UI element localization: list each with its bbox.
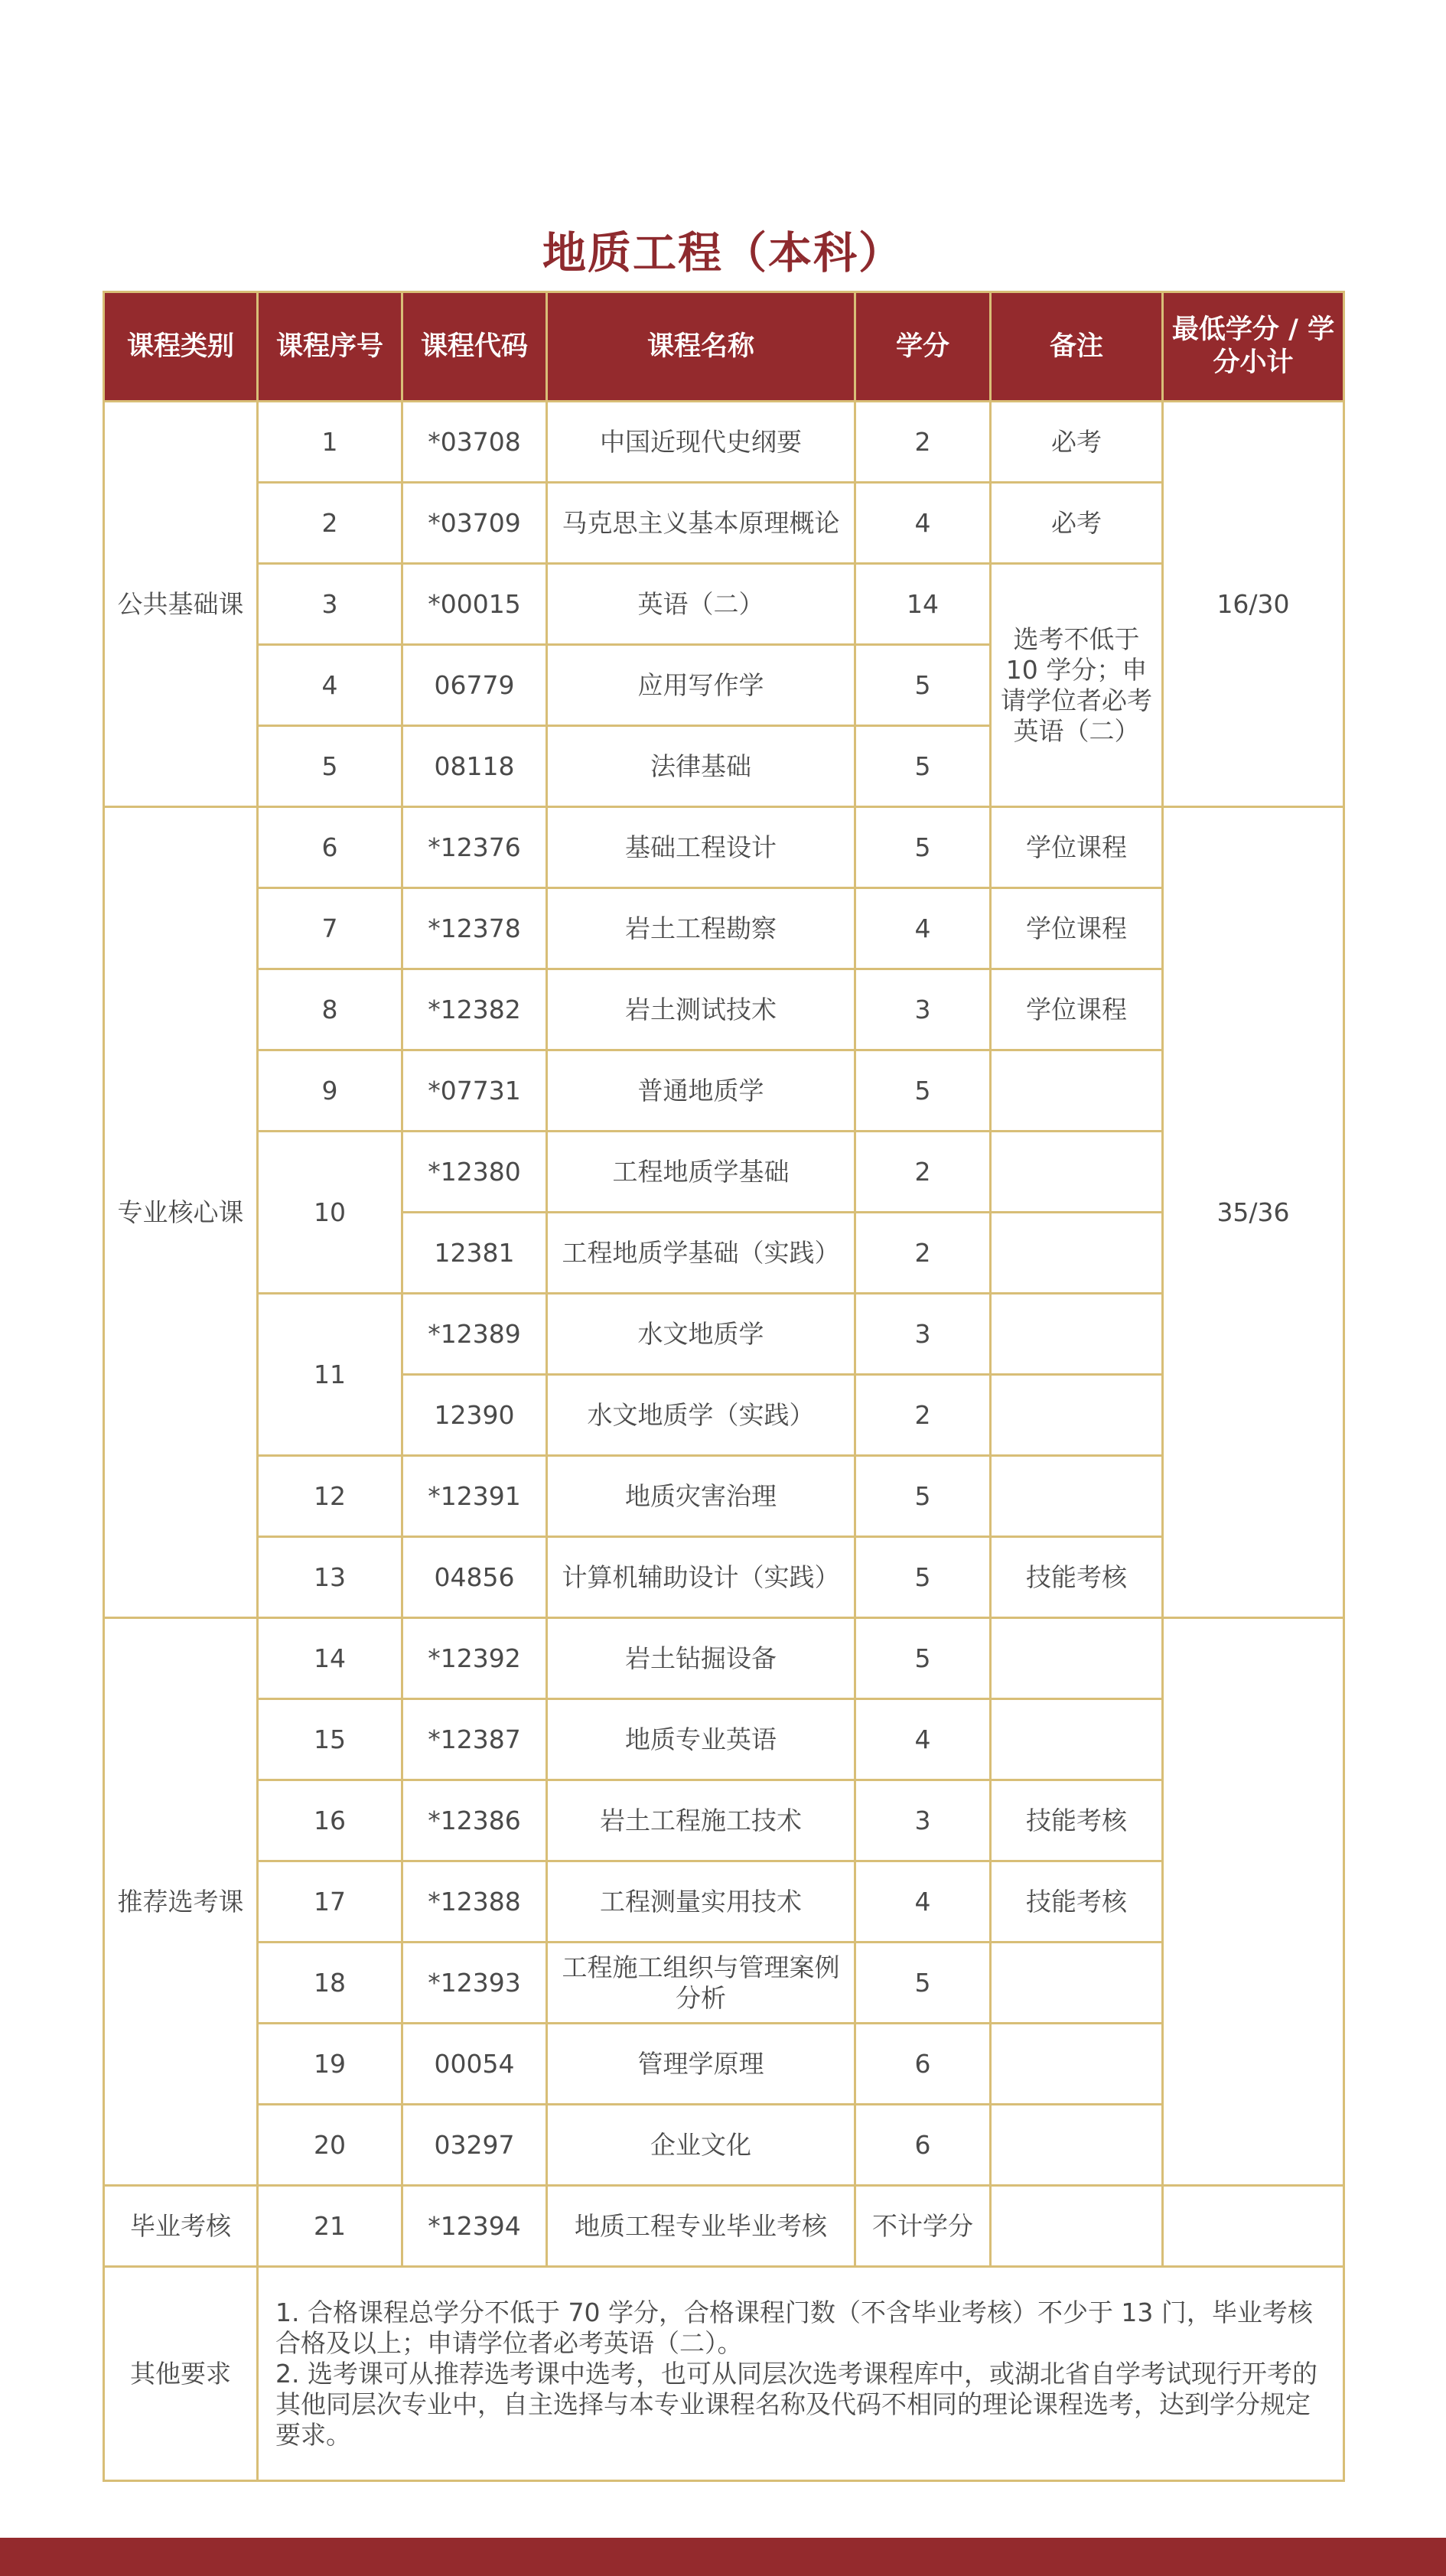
table-row xyxy=(104,564,1344,645)
cell-note xyxy=(991,1375,1163,1456)
table-row xyxy=(104,1537,1344,1618)
table-row xyxy=(104,2105,1344,2186)
cell-name: 企业文化 xyxy=(547,2105,855,2186)
cell-name: 工程地质学基础 xyxy=(547,1132,855,1213)
table-row xyxy=(104,1618,1344,1699)
cell-name: 岩土工程施工技术 xyxy=(547,1780,855,1861)
cell-seq: 14 xyxy=(258,1618,402,1699)
cell-code: *12388 xyxy=(402,1861,547,1943)
header-seq: 课程序号 xyxy=(258,292,402,402)
cell-code: *12376 xyxy=(402,807,547,888)
cell-seq: 11 xyxy=(258,1294,402,1456)
cell-note xyxy=(991,2024,1163,2105)
cell-credit: 5 xyxy=(855,1456,991,1537)
cell-name: 法律基础 xyxy=(547,726,855,807)
header-category: 课程类别 xyxy=(104,292,258,402)
category-elective: 推荐选考课 xyxy=(104,1618,258,2186)
cell-credit: 2 xyxy=(855,402,991,483)
cell-name: 普通地质学 xyxy=(547,1050,855,1132)
cell-note xyxy=(991,1050,1163,1132)
cell-code: *12380 xyxy=(402,1132,547,1213)
cell-code: 06779 xyxy=(402,645,547,726)
table-row xyxy=(104,2024,1344,2105)
cell-note xyxy=(991,1132,1163,1213)
table-row xyxy=(104,1699,1344,1780)
cell-seq: 6 xyxy=(258,807,402,888)
table-row xyxy=(104,1294,1344,1375)
category-graduation: 毕业考核 xyxy=(104,2186,258,2267)
table-row xyxy=(104,888,1344,969)
header-credit: 学分 xyxy=(855,292,991,402)
cell-note: 技能考核 xyxy=(991,1780,1163,1861)
cell-code: *12382 xyxy=(402,969,547,1050)
cell-code: *00015 xyxy=(402,564,547,645)
cell-credit: 2 xyxy=(855,1213,991,1294)
table-row xyxy=(104,1132,1344,1213)
cell-credit: 不计学分 xyxy=(855,2186,991,2267)
header-code: 课程代码 xyxy=(402,292,547,402)
cell-note xyxy=(991,2186,1163,2267)
cell-code: *12391 xyxy=(402,1456,547,1537)
cell-seq: 20 xyxy=(258,2105,402,2186)
cell-credit: 3 xyxy=(855,969,991,1050)
cell-credit: 4 xyxy=(855,1861,991,1943)
cell-credit: 5 xyxy=(855,1050,991,1132)
cell-name: 计算机辅助设计（实践） xyxy=(547,1537,855,1618)
table-row xyxy=(104,483,1344,564)
cell-code: *12387 xyxy=(402,1699,547,1780)
cell-name: 基础工程设计 xyxy=(547,807,855,888)
page-title: 地质工程（本科） xyxy=(542,228,904,278)
cell-name: 岩土测试技术 xyxy=(547,969,855,1050)
cell-code: 00054 xyxy=(402,2024,547,2105)
table-row xyxy=(104,402,1344,483)
cell-name: 工程测量实用技术 xyxy=(547,1861,855,1943)
cell-note xyxy=(991,1618,1163,1699)
cell-note: 技能考核 xyxy=(991,1861,1163,1943)
cell-name: 工程施工组织与管理案例分析 xyxy=(547,1943,855,2024)
cell-seq: 5 xyxy=(258,726,402,807)
cell-credit: 5 xyxy=(855,1537,991,1618)
cell-name: 地质灾害治理 xyxy=(547,1456,855,1537)
subtotal-public: 16/30 xyxy=(1163,402,1344,807)
subtotal-graduation xyxy=(1163,2186,1344,2267)
header-min-credit: 最低学分 / 学分小计 xyxy=(1163,292,1344,402)
cell-note: 学位课程 xyxy=(991,807,1163,888)
cell-credit: 4 xyxy=(855,888,991,969)
cell-seq: 17 xyxy=(258,1861,402,1943)
cell-note xyxy=(991,2105,1163,2186)
cell-seq: 12 xyxy=(258,1456,402,1537)
cell-note xyxy=(991,1699,1163,1780)
cell-name: 地质工程专业毕业考核 xyxy=(547,2186,855,2267)
cell-code: 04856 xyxy=(402,1537,547,1618)
table-row xyxy=(104,1861,1344,1943)
other-requirements xyxy=(258,2267,1344,2481)
cell-name: 工程地质学基础（实践） xyxy=(547,1213,855,1294)
cell-seq: 19 xyxy=(258,2024,402,2105)
cell-credit: 14 xyxy=(855,564,991,645)
cell-seq: 9 xyxy=(258,1050,402,1132)
cell-code: 12381 xyxy=(402,1213,547,1294)
table-row xyxy=(104,1780,1344,1861)
cell-code: *12393 xyxy=(402,1943,547,2024)
table-row xyxy=(104,807,1344,888)
cell-credit: 6 xyxy=(855,2105,991,2186)
cell-seq: 21 xyxy=(258,2186,402,2267)
cell-credit: 2 xyxy=(855,1375,991,1456)
other-requirement-2: 2. 选考课可从推荐选考课中选考，也可从同层次选考课程库中，或湖北省自学考试现行开考的其他同层次专业中，自主选择与本专业课程名称及代码不相同的理论课程选考，达到学分规定要求。 xyxy=(275,2358,1317,2450)
cell-seq: 7 xyxy=(258,888,402,969)
cell-seq: 8 xyxy=(258,969,402,1050)
cell-seq: 18 xyxy=(258,1943,402,2024)
table-row xyxy=(104,2186,1344,2267)
subtotal-elective xyxy=(1163,1618,1344,2186)
cell-code: *03709 xyxy=(402,483,547,564)
header-note: 备注 xyxy=(991,292,1163,402)
cell-seq: 1 xyxy=(258,402,402,483)
cell-note: 学位课程 xyxy=(991,969,1163,1050)
cell-name: 中国近现代史纲要 xyxy=(547,402,855,483)
table-row xyxy=(104,1050,1344,1132)
table-row xyxy=(104,1456,1344,1537)
cell-name: 水文地质学（实践） xyxy=(547,1375,855,1456)
cell-name: 岩土工程勘察 xyxy=(547,888,855,969)
cell-credit: 3 xyxy=(855,1780,991,1861)
cell-note xyxy=(991,1294,1163,1375)
cell-credit: 5 xyxy=(855,1943,991,2024)
bottom-bar xyxy=(0,2538,1446,2576)
cell-note: 技能考核 xyxy=(991,1537,1163,1618)
cell-seq: 2 xyxy=(258,483,402,564)
cell-note: 选考不低于 10 学分；申请学位者必考英语（二） xyxy=(991,564,1163,807)
cell-credit: 5 xyxy=(855,1618,991,1699)
cell-credit: 5 xyxy=(855,807,991,888)
table-row xyxy=(104,969,1344,1050)
curriculum-table xyxy=(103,291,1345,2482)
category-core: 专业核心课 xyxy=(104,807,258,1618)
cell-seq: 13 xyxy=(258,1537,402,1618)
cell-code: *12389 xyxy=(402,1294,547,1375)
category-public: 公共基础课 xyxy=(104,402,258,807)
table-header-row xyxy=(104,292,1344,402)
cell-name: 应用写作学 xyxy=(547,645,855,726)
subtotal-core: 35/36 xyxy=(1163,807,1344,1618)
cell-seq: 10 xyxy=(258,1132,402,1294)
cell-credit: 6 xyxy=(855,2024,991,2105)
cell-credit: 4 xyxy=(855,1699,991,1780)
cell-note xyxy=(991,1943,1163,2024)
cell-name: 马克思主义基本原理概论 xyxy=(547,483,855,564)
cell-note: 必考 xyxy=(991,402,1163,483)
cell-credit: 5 xyxy=(855,645,991,726)
cell-name: 英语（二） xyxy=(547,564,855,645)
cell-credit: 5 xyxy=(855,726,991,807)
header-name: 课程名称 xyxy=(547,292,855,402)
cell-note: 学位课程 xyxy=(991,888,1163,969)
cell-code: 08118 xyxy=(402,726,547,807)
cell-code: *12392 xyxy=(402,1618,547,1699)
cell-seq: 3 xyxy=(258,564,402,645)
table-row-other xyxy=(104,2267,1344,2481)
cell-code: *12386 xyxy=(402,1780,547,1861)
cell-credit: 2 xyxy=(855,1132,991,1213)
other-requirement-1: 1. 合格课程总学分不低于 70 学分，合格课程门数（不含毕业考核）不少于 13 门，毕业考核合格及以上；申请学位者必考英语（二）。 xyxy=(275,2297,1313,2358)
cell-seq: 16 xyxy=(258,1780,402,1861)
cell-seq: 15 xyxy=(258,1699,402,1780)
cell-code: 12390 xyxy=(402,1375,547,1456)
cell-code: *12394 xyxy=(402,2186,547,2267)
cell-name: 地质专业英语 xyxy=(547,1699,855,1780)
cell-credit: 3 xyxy=(855,1294,991,1375)
cell-note xyxy=(991,1213,1163,1294)
cell-name: 管理学原理 xyxy=(547,2024,855,2105)
cell-note xyxy=(991,1456,1163,1537)
cell-name: 水文地质学 xyxy=(547,1294,855,1375)
table-row xyxy=(104,1943,1344,2024)
cell-code: 03297 xyxy=(402,2105,547,2186)
cell-note: 必考 xyxy=(991,483,1163,564)
cell-name: 岩土钻掘设备 xyxy=(547,1618,855,1699)
cell-seq: 4 xyxy=(258,645,402,726)
cell-code: *03708 xyxy=(402,402,547,483)
cell-code: *07731 xyxy=(402,1050,547,1132)
cell-credit: 4 xyxy=(855,483,991,564)
category-other: 其他要求 xyxy=(104,2267,258,2481)
cell-code: *12378 xyxy=(402,888,547,969)
